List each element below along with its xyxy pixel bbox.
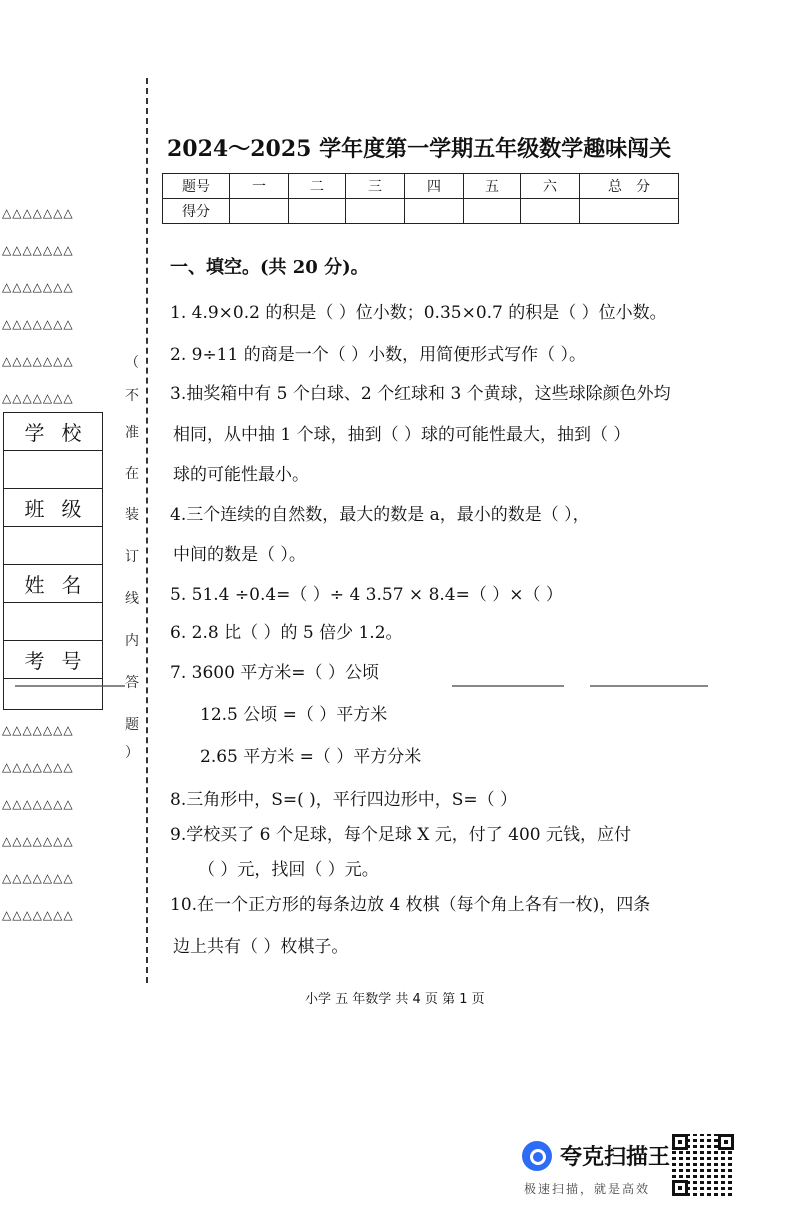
score-cell[interactable] xyxy=(289,199,346,224)
question-9-line-1: 9.学校买了 6 个足球，每个足球 X 元，付了 400 元钱，应付 xyxy=(170,825,632,845)
score-header-cell: 题号 xyxy=(163,174,230,199)
triangle-row: △△△△△△△ xyxy=(2,797,74,811)
class-field[interactable] xyxy=(4,527,102,565)
triangle-row: △△△△△△△ xyxy=(2,871,74,885)
exam-number-field[interactable] xyxy=(4,679,102,709)
binding-note-char: 准 xyxy=(125,425,139,441)
qr-finder xyxy=(672,1134,688,1150)
score-header-cell: 总 分 xyxy=(580,174,679,199)
question-8: 8.三角形中，S=( )，平行四边形中，S=（ ） xyxy=(170,790,518,810)
score-cell[interactable] xyxy=(580,199,679,224)
binding-note-char: 在 xyxy=(125,466,139,482)
name-label: 姓 名 xyxy=(4,565,102,603)
student-info-box xyxy=(3,412,103,710)
qr-finder xyxy=(672,1180,688,1196)
question-10-line-1: 10.在一个正方形的每条边放 4 枚棋（每个角上各有一枚)，四条 xyxy=(170,895,651,915)
scan-noise xyxy=(452,685,564,687)
score-row-label: 得分 xyxy=(163,199,230,224)
question-2: 2. 9÷11 的商是一个（ ）小数，用简便形式写作（ ）。 xyxy=(170,345,587,365)
question-10-line-2: 边上共有（ ）枚棋子。 xyxy=(173,937,349,957)
page-footer: 小学 五 年数学 共 4 页 第 1 页 xyxy=(305,992,485,1007)
binding-note-char: 订 xyxy=(125,549,139,565)
binding-note-char: 线 xyxy=(125,591,139,607)
score-header-cell: 五 xyxy=(464,174,521,199)
question-9-line-2: （ ）元，找回（ ）元。 xyxy=(198,860,379,880)
score-table-header-row xyxy=(163,174,679,199)
question-4-line-1: 4.三个连续的自然数，最大的数是 a，最小的数是（ ）， xyxy=(170,505,590,525)
score-header-cell: 二 xyxy=(289,174,346,199)
triangle-row: △△△△△△△ xyxy=(2,391,74,405)
triangle-row: △△△△△△△ xyxy=(2,243,74,257)
score-table xyxy=(162,173,679,224)
binding-note-char: 不 xyxy=(125,388,139,404)
question-3-line-2: 相同，从中抽 1 个球，抽到（ ）球的可能性最大，抽到（ ） xyxy=(173,425,631,445)
binding-note-char: 答 xyxy=(125,675,139,691)
triangle-row: △△△△△△△ xyxy=(2,280,74,294)
scan-noise xyxy=(15,685,125,687)
triangle-row: △△△△△△△ xyxy=(2,206,74,220)
binding-note-char: （ xyxy=(125,355,139,371)
score-cell[interactable] xyxy=(405,199,464,224)
triangle-row: △△△△△△△ xyxy=(2,354,74,368)
question-4-line-2: 中间的数是（ ）。 xyxy=(173,545,306,565)
binding-dashed-line xyxy=(146,78,148,983)
section-heading: 一、填空。(共 20 分)。 xyxy=(170,257,369,278)
question-6: 6. 2.8 比（ ）的 5 倍少 1.2。 xyxy=(170,623,403,643)
binding-note-char: 题 xyxy=(125,717,139,733)
score-header-cell: 三 xyxy=(346,174,405,199)
school-field[interactable] xyxy=(4,451,102,489)
question-5: 5. 51.4 ÷0.4=（ ）÷ 4 3.57 × 8.4=（ ）×（ ） xyxy=(170,585,563,605)
question-3-line-1: 3.抽奖箱中有 5 个白球、2 个红球和 3 个黄球，这些球除颜色外均 xyxy=(170,384,671,404)
scanner-brand: 夸克扫描王 xyxy=(560,1145,671,1170)
score-cell[interactable] xyxy=(346,199,405,224)
binding-note-char: 装 xyxy=(125,507,139,523)
binding-note-char: ） xyxy=(125,745,139,761)
question-7-line-1: 7. 3600 平方米=（ ）公顷 xyxy=(170,663,379,683)
triangle-row: △△△△△△△ xyxy=(2,723,74,737)
class-label: 班 级 xyxy=(4,489,102,527)
score-cell[interactable] xyxy=(464,199,521,224)
score-header-cell: 一 xyxy=(230,174,289,199)
question-7-line-3: 2.65 平方米 =（ ）平方分米 xyxy=(200,747,422,767)
name-field[interactable] xyxy=(4,603,102,641)
binding-note-char: 内 xyxy=(125,633,139,649)
qr-code-icon xyxy=(672,1134,734,1196)
qr-finder xyxy=(718,1134,734,1150)
triangle-row: △△△△△△△ xyxy=(2,317,74,331)
score-cell[interactable] xyxy=(521,199,580,224)
score-cell[interactable] xyxy=(230,199,289,224)
question-1: 1. 4.9×0.2 的积是（ ）位小数；0.35×0.7 的积是（ ）位小数。 xyxy=(170,303,667,323)
scan-noise xyxy=(590,685,708,687)
triangle-row: △△△△△△△ xyxy=(2,834,74,848)
score-header-cell: 六 xyxy=(521,174,580,199)
triangle-row: △△△△△△△ xyxy=(2,908,74,922)
question-7-line-2: 12.5 公顷 =（ ）平方米 xyxy=(200,705,388,725)
score-table-score-row xyxy=(163,199,679,224)
triangle-row: △△△△△△△ xyxy=(2,760,74,774)
question-3-line-3: 球的可能性最小。 xyxy=(173,465,309,485)
page-title: 2024～2025 学年度第一学期五年级数学趣味闯关 xyxy=(167,136,672,162)
exam-number-label: 考 号 xyxy=(4,641,102,679)
score-header-cell: 四 xyxy=(405,174,464,199)
scanner-tagline: 极速扫描，就是高效 xyxy=(524,1182,651,1196)
school-label: 学 校 xyxy=(4,413,102,451)
scanner-logo-icon xyxy=(522,1141,552,1171)
